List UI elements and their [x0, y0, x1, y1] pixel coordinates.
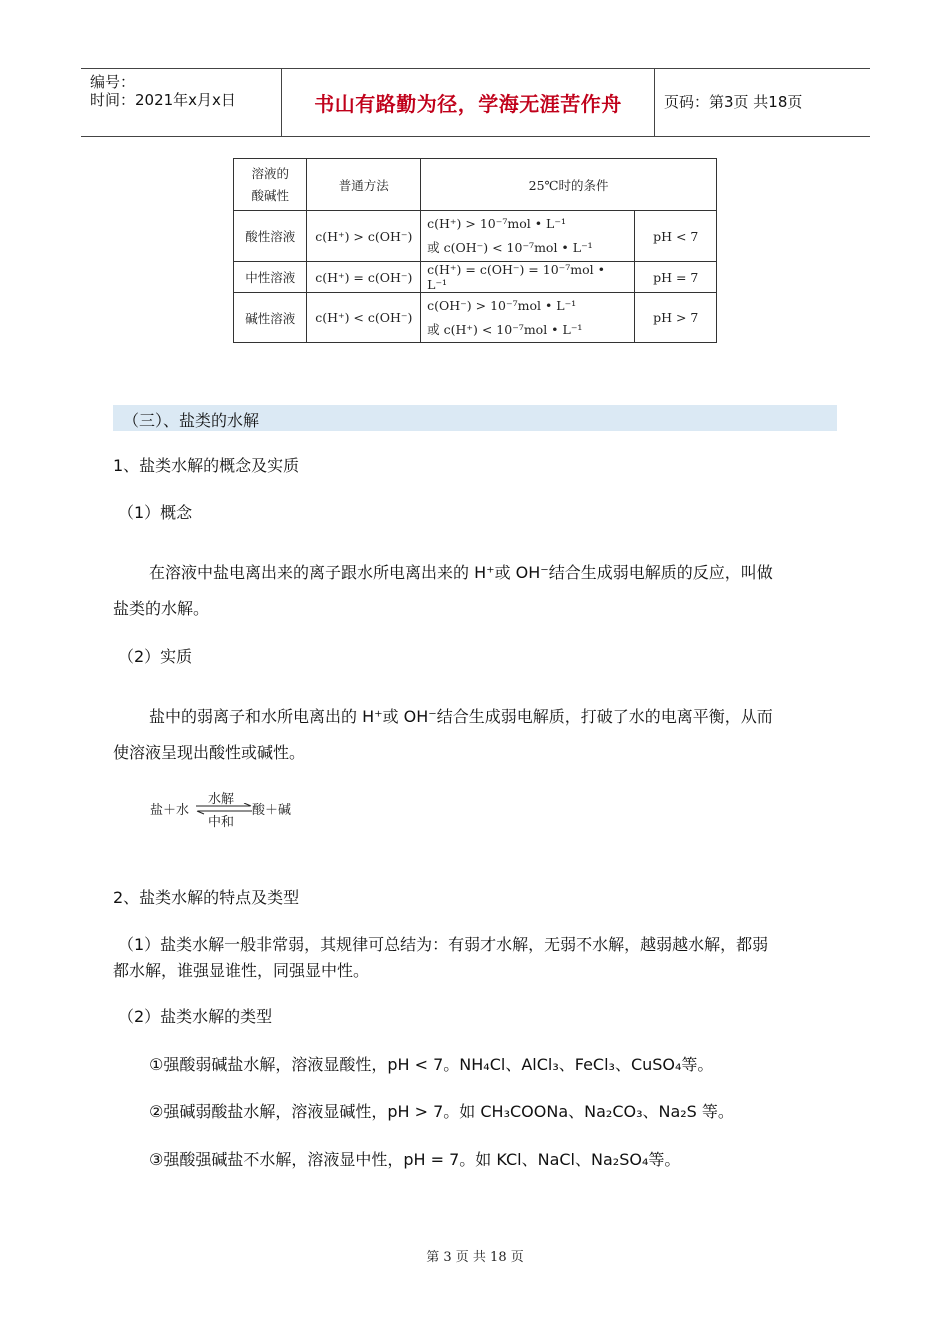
type-item: ③强酸强碱盐不水解，溶液显中性，pH = 7。如 KCl、NaCl、Na₂SO₄等。 — [149, 1150, 681, 1169]
heading-1: 1、盐类水解的概念及实质 — [113, 456, 300, 475]
table-row — [234, 293, 717, 343]
concept-paragraph-line: 在溶液中盐电离出来的离子跟水所电离出来的 H⁺或 OH⁻结合生成弱电解质的反应，叫做 — [149, 563, 773, 582]
doc-time-label: 时间：2021年x月x日 — [90, 91, 236, 109]
section-title: （三）、盐类的水解 — [123, 411, 260, 430]
table-cell: pH = 7 — [635, 262, 717, 293]
heading-2: 2、盐类水解的特点及类型 — [113, 888, 300, 907]
subheading-concept: （1）概念 — [118, 503, 193, 522]
equation-label-top: 水解 — [208, 792, 235, 807]
table-cell: c(H⁺) < c(OH⁻) — [307, 293, 421, 343]
table-cell: pH < 7 — [635, 211, 717, 262]
essence-paragraph-line: 使溶液呈现出酸性或碱性。 — [113, 743, 306, 762]
acidity-condition-table — [233, 158, 717, 343]
table-header-cell: 普通方法 — [307, 159, 421, 211]
type-item: ①强酸弱碱盐水解，溶液显酸性，pH < 7。NH₄Cl、AlCl₃、FeCl₃、CuSO₄等。 — [149, 1055, 714, 1074]
table-cell: c(H⁺) = c(OH⁻) = 10⁻⁷mol • L⁻¹ — [421, 262, 635, 293]
header-top-rule — [81, 68, 870, 69]
table-header-cell: 25℃时的条件 — [421, 159, 717, 211]
table-cell: c(H⁺) = c(OH⁻) — [307, 262, 421, 293]
table-cell: 中性溶液 — [234, 262, 307, 293]
header-page-info: 页码：第3页 共18页 — [664, 93, 803, 111]
essence-paragraph-line: 盐中的弱离子和水所电离出的 H⁺或 OH⁻结合生成弱电解质，打破了水的电离平衡，从而 — [149, 707, 773, 726]
page-footer: 第 3 页 共 18 页 — [426, 1250, 524, 1265]
section-heading-bar — [113, 405, 837, 431]
table-cell: c(H⁺) > c(OH⁻) — [307, 211, 421, 262]
equation-left: 盐＋水 — [150, 803, 190, 818]
features-paragraph-line: 都水解，谁强显谁性，同强显中性。 — [113, 961, 370, 980]
table-row — [234, 262, 717, 293]
equation-right: 酸＋碱 — [252, 803, 292, 818]
table-row — [234, 211, 717, 262]
table-cell: 碱性溶液 — [234, 293, 307, 343]
hydrolysis-equation — [150, 788, 300, 830]
table-cell: pH > 7 — [635, 293, 717, 343]
doc-number-label: 编号： — [90, 73, 136, 91]
subheading-types: （2）盐类水解的类型 — [118, 1007, 273, 1026]
type-item: ②强碱弱酸盐水解，溶液显碱性，pH > 7。如 CH₃COONa、Na₂CO₃、Na₂S 等。 — [149, 1102, 734, 1121]
header-bottom-rule — [81, 136, 870, 137]
header-divider — [654, 68, 655, 136]
table-cell: c(H⁺) > 10⁻⁷mol • L⁻¹ 或 c(OH⁻) < 10⁻⁷mol • L⁻¹ — [421, 211, 635, 262]
table-header-row — [234, 159, 717, 211]
table-header-cell: 溶液的 酸碱性 — [234, 159, 307, 211]
subheading-essence: （2）实质 — [118, 647, 193, 666]
header-motto: 书山有路勤为径，学海无涯苦作舟 — [314, 92, 622, 116]
table-cell: c(OH⁻) > 10⁻⁷mol • L⁻¹ 或 c(H⁺) < 10⁻⁷mol • L⁻¹ — [421, 293, 635, 343]
features-paragraph-line: （1）盐类水解一般非常弱，其规律可总结为：有弱才水解，无弱不水解，越弱越水解，都弱 — [118, 935, 769, 954]
table-cell: 酸性溶液 — [234, 211, 307, 262]
equation-label-bottom: 中和 — [208, 815, 235, 830]
concept-paragraph-line: 盐类的水解。 — [113, 599, 210, 618]
